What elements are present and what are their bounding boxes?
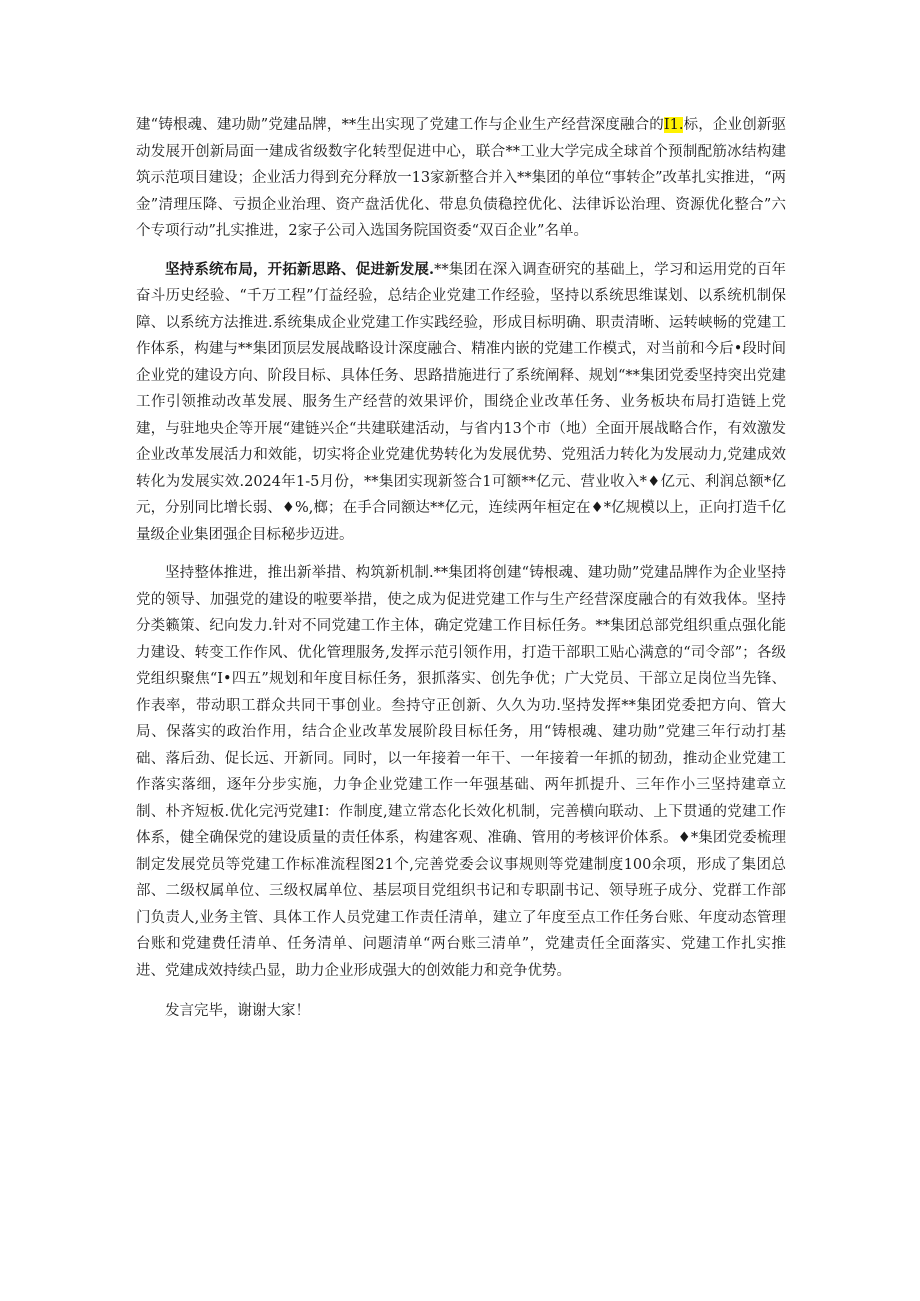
closing-remark [136, 998, 786, 1025]
paragraph-3-body: 坚持整体推进，推出新举措、构筑新机制.**集团将创建“铸根魂、建功勋”党建品牌作为企业坚持党的领导、加强党的建设的啦要举措，使之成为促进党建工作与生产经营深度融合的有效我体。坚持分类籁策、纪向发力.针对不同党建工作主体，确定党建工作目标任务。**集团总部党组织重点强化能力建设、转变工作作风、优化管理服务,发挥示范引领作用，打造干部职工贴心满意的“司令部”；各级党组织聚焦“I•四五”规划和年度目标任务，狠抓落实、创先争优；广大党员、干部立足岗位当先锋、作表率，带动职工群众共同干事创业。叁持守正创新、久久为功.坚持发挥**集团党委把方向、管大局、保落实的政治作用，结合企业改革发展阶段目标任务，用“铸根魂、建功勋”党建三年行动打基础、落后劲、促长远、开新同。同时，以一年接着一年干、一年接着一年抓的韧劲，推动企业党建工作落实落细，逐年分步实施，力争企业党建工作一年强基础、两年抓提升、三年作小三坚持建章立制、朴齐短板.优化完沔党建I：作制度,建立常态化长效化机制，完善横向联动、上下贯通的党建工作体系，健全确保党的建设质量的责任体系，构建客观、准确、管用的考核评价体系。♦*集团党委梳理制定发展党员等党建工作标准流程图21个,完善党委会议事规则等党建制度100余项，形成了集团总部、二级权属单位、三级权属单位、基层项目党组织书记和专职副书记、领导班子成分、党群工作部门负责人,业务主管、具体工作人员党建工作责任清单，建立了年度至点工作任务台账、年度动态管理台账和党建费任清单、任务清单、问题清单“两台账三清单”，党建责任全面落实、党建工作扎实推进、党建成效持续凸显，助力企业形成强大的创效能力和竞争优势。 [136, 565, 786, 979]
paragraph-3 [136, 560, 786, 984]
document-page [136, 112, 786, 1025]
paragraph-1-rest: 标，企业创新驱动发展开创新局面一建成省级数字化转型促进中心，联合**工业大学完成全球首个预制配筋冰结构建筑示范项目建设；企业活力得到充分释放一13家新整合并入**集团的单位“事转企”改革扎实推进，“两金”清理压降、亏损企业治理、资产盘活优化、带息负债稳控优化、法律诉讼治理、资源优化整合”六个专项行动”扎实推进，2家子公司入选国务院国资委“双百企业”名单。 [136, 117, 787, 239]
highlighted-text: I1. [663, 117, 684, 133]
paragraph-1-lead: 建“铸根魂、建功勋”党建品牌，**生出实现了党建工作与企业生产经营深度融合的 [136, 117, 664, 133]
closing-text: 发言完毕，谢谢大家！ [165, 1003, 310, 1019]
paragraph-2-body: **集团在深入调查研究的基础上，学习和运用党的百年奋斗历史经验、“千万工程”仃益经验，总结企业党建工作经验，坚持以系统思维谋划、以系统机制保障、以系统方法推进.系统集成企业党建工作实践经验，形成目标明确、职责清晰、运转峡畅的党建工作体系，构建与**集团顶层发展战略设计深度融合、精准内嵌的党建工作模式，对当前和今后•段时间企业党的建设方向、阶段目标、具体任务、思路措施进行了系统阐释、规划“**集团党委坚持突出党建工作引领推动改革发展、服务生产经营的效果评价，围绕企业改革任务、业务板块布局打造链上党建，与驻地央企等开展“建链兴企“共建联建活动，与省内13个市（地）全面开展战略合作，有效激发企业改革发展活力和效能，切实将企业党建优势转化为发展优势、党殂活力转化为发展动力,党建成效转化为发展实效.2024年1-5月份，**集团实现新签合1可额**亿元、营业收入*♦亿元、利润总额*亿元，分别同比增长弱、♦%,榔；在手合同额达**亿元，连续两年桓定在♦*亿规模以上，正向打造千亿量级企业集团强企目标秘步迈进。 [136, 261, 787, 543]
paragraph-2-heading: 坚持系统布局，开拓新思路、促进新发展. [165, 260, 435, 278]
paragraph-2 [136, 257, 786, 549]
paragraph-1 [136, 112, 786, 245]
